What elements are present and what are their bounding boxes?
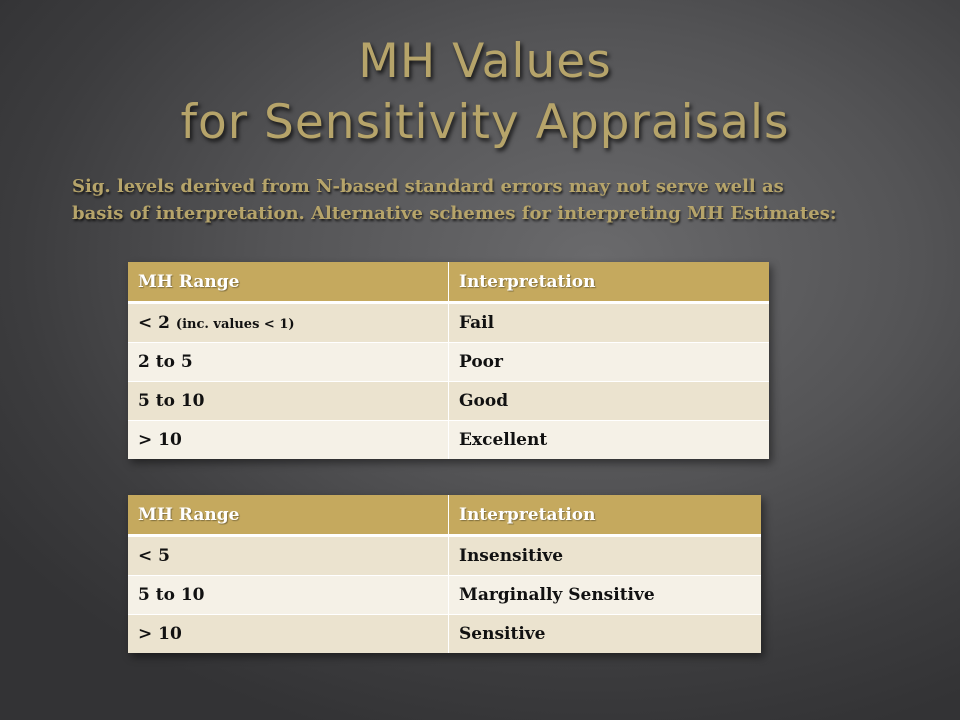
subtitle-line-2: basis of interpretation. Alternative schemes for interpreting MH Estimates: (72, 203, 837, 224)
table-header-row (128, 495, 761, 536)
slide-title-line-1: MH Values (358, 34, 612, 89)
mh-range-cell: > 10 (128, 421, 449, 460)
table-row (128, 303, 769, 343)
interpretation-cell: Sensitive (449, 615, 762, 654)
table-row (128, 615, 761, 654)
mh-interpretation-table-1 (128, 262, 769, 459)
mh-range-cell: > 10 (128, 615, 449, 654)
mh-range-cell (128, 303, 449, 343)
mh-interpretation-table-2 (128, 495, 761, 653)
interpretation-cell: Poor (449, 343, 770, 382)
mh-range-cell: 2 to 5 (128, 343, 449, 382)
table-row (128, 421, 769, 460)
interpretation-cell: Good (449, 382, 770, 421)
column-header-mh-range: MH Range (128, 262, 449, 303)
mh-range-note: (inc. values < 1) (175, 317, 295, 332)
interpretation-cell: Fail (449, 303, 770, 343)
table-row (128, 576, 761, 615)
interpretation-cell: Insensitive (449, 536, 762, 576)
mh-range-cell: 5 to 10 (128, 576, 449, 615)
slide-title-line-2: for Sensitivity Appraisals (180, 95, 790, 150)
interpretation-cell: Excellent (449, 421, 770, 460)
mh-range-cell: 5 to 10 (128, 382, 449, 421)
interpretation-cell: Marginally Sensitive (449, 576, 762, 615)
table-row (128, 536, 761, 576)
table-row (128, 343, 769, 382)
subtitle-line-1: Sig. levels derived from N-based standard errors may not serve well as (72, 176, 784, 197)
column-header-mh-range: MH Range (128, 495, 449, 536)
column-header-interpretation: Interpretation (449, 495, 762, 536)
table-header-row (128, 262, 769, 303)
mh-range-cell: < 5 (128, 536, 449, 576)
table-row (128, 382, 769, 421)
mh-range-value: < 2 (138, 313, 170, 333)
slide-subtitle (72, 173, 932, 227)
column-header-interpretation: Interpretation (449, 262, 770, 303)
